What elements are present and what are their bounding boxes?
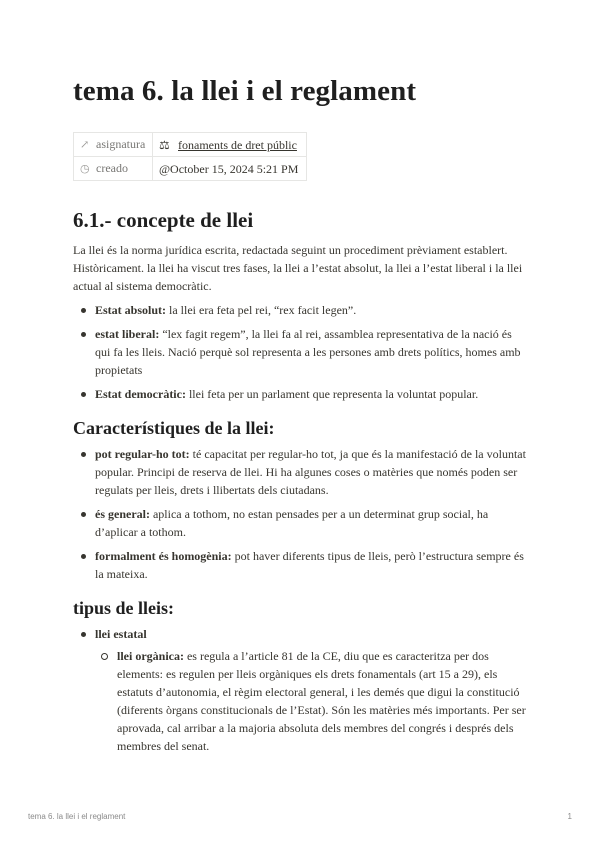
properties-table <box>73 132 307 181</box>
scales-icon: ⚖ <box>159 137 170 152</box>
list-item-text: aplica a tothom, no estan pensades per a un determinat grup social, ha d’aplicar a tothom. <box>95 507 489 539</box>
property-value <box>153 133 307 157</box>
list-item <box>73 547 528 583</box>
section-heading-tipus: tipus de lleis: <box>73 598 175 618</box>
list-item <box>73 625 528 755</box>
phases-list <box>73 301 528 403</box>
list-item-term: Estat absolut: <box>95 303 167 317</box>
property-key <box>74 157 153 181</box>
arrow-up-right-icon: ↗ <box>80 139 90 151</box>
list-item-text: llei feta per un parlament que representa la voluntat popular. <box>185 387 479 401</box>
list-item-term: llei orgànica: <box>117 649 184 663</box>
list-item-term: llei estatal <box>95 627 147 641</box>
list-item-term: estat liberal: <box>95 327 160 341</box>
types-list <box>73 625 528 755</box>
sub-list-item <box>95 647 528 755</box>
list-item <box>73 445 528 499</box>
property-key-label: creado <box>96 161 128 175</box>
list-item-text: té capacitat per regular-ho tot, ja que és la manifestació de la voluntat popular. Principi de reserva de llei. Hi ha algunes coses o matèries que només poden ser regulats per lleis, drets i llibertats dels ciutadans. <box>95 447 526 497</box>
subtypes-list <box>95 647 528 755</box>
property-row-asignatura <box>74 133 307 157</box>
list-item <box>73 301 528 319</box>
list-item-term: pot regular-ho tot: <box>95 447 190 461</box>
list-item-text: la llei era feta pel rei, “rex facit legen”. <box>166 303 357 317</box>
list-item <box>73 385 528 403</box>
footer-title: tema 6. la llei i el reglament <box>28 812 126 821</box>
section-heading-caracteristiques: Característiques de la llei: <box>73 418 275 438</box>
document-content <box>73 74 528 755</box>
list-item-term: Estat democràtic: <box>95 387 186 401</box>
list-item-text: “lex fagit regem”, la llei fa al rei, assamblea representativa de la nació és qui fa les lleis. Nació perquè sol representa a les persones amb drets polítics, homes amb propietats <box>95 327 521 377</box>
list-item-text: pot haver diferents tipus de lleis, però l’estructura sempre és la mateixa. <box>95 549 524 581</box>
clock-icon: ◷ <box>80 163 90 175</box>
page-title: tema 6. la llei i el reglament <box>73 75 417 107</box>
list-item <box>73 325 528 379</box>
asignatura-link[interactable]: fonaments de dret públic <box>178 137 297 152</box>
property-row-creado <box>74 157 307 181</box>
list-item-term: formalment és homogènia: <box>95 549 232 563</box>
list-item-term: és general: <box>95 507 150 521</box>
page-number: 1 <box>567 812 572 821</box>
list-item <box>73 505 528 541</box>
property-key-label: asignatura <box>96 137 146 151</box>
property-key <box>74 133 153 157</box>
characteristics-list <box>73 445 528 583</box>
property-value: @October 15, 2024 5:21 PM <box>153 157 307 181</box>
intro-paragraph: La llei és la norma jurídica escrita, redactada seguint un procediment prèviament establert. Històricament. la llei ha viscut tres fases, la llei a l’estat absolut, la llei a l’estat liberal i la llei actual al sistema democràtic. <box>73 243 523 293</box>
list-item-text: es regula a l’article 81 de la CE, diu que es caracteritza per dos elements: es regulen per lleis orgàniques els drets fonamentals (art 15 a 29), els estatuts d’autonomia, el règim electoral general, i les demés que digui la constitució (diferents òrgans constitucionals de l’Estat). Són les matèries més importants. Per ser aprovada, cal arribar a la majoria absoluta dels membres del congrés i després dels membres del senat. <box>117 649 526 753</box>
section-heading-concepte: 6.1.- concepte de llei <box>73 208 254 232</box>
